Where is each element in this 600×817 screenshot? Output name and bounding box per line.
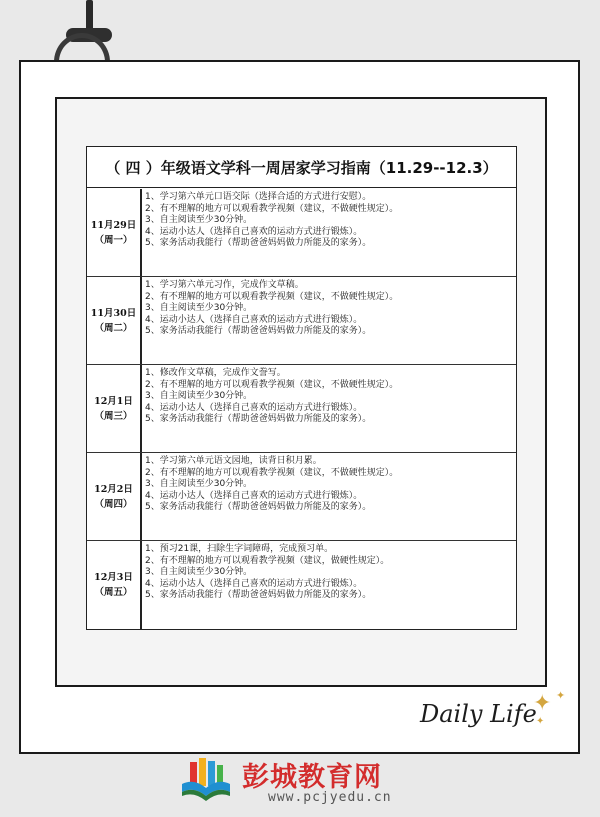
weekday-label: （周一） xyxy=(94,234,133,246)
weekday-label: （周四） xyxy=(94,498,133,510)
list-item: 1、预习21课，扫除生字词障碍，完成预习单。 xyxy=(145,544,334,554)
date-cell xyxy=(87,277,142,364)
list-item: 3、自主阅读至少30分钟。 xyxy=(145,391,253,402)
table-row xyxy=(87,541,516,629)
date-cell xyxy=(87,541,142,629)
task-list xyxy=(142,189,516,276)
list-item: 5、家务活动我能行（帮助爸爸妈妈做力所能及的家务）。 xyxy=(145,414,372,425)
sparkle-icon: ✦ xyxy=(536,716,545,727)
list-item: 2、有不理解的地方可以观看教学视频（建议，不做硬性规定）。 xyxy=(145,291,399,302)
date-cell xyxy=(87,189,142,276)
table-row xyxy=(87,453,516,541)
list-item: 3、自主阅读至少30分钟。 xyxy=(145,215,253,226)
date-label: 12月1日 xyxy=(94,395,133,407)
task-list xyxy=(142,365,516,452)
list-item: 5、家务活动我能行（帮助爸爸妈妈做力所能及的家务）。 xyxy=(145,326,372,337)
list-item: 2、有不理解的地方可以观看教学视频（建议，不做硬性规定）。 xyxy=(145,203,399,214)
date-cell xyxy=(87,365,142,452)
sparkle-icon: ✦ xyxy=(533,691,552,716)
date-label: 12月2日 xyxy=(94,483,133,495)
task-list xyxy=(142,277,516,364)
table-row xyxy=(87,189,516,277)
list-item: 4、运动小达人（选择自己喜欢的运动方式进行锻炼）。 xyxy=(145,402,363,413)
list-item: 5、家务活动我能行（帮助爸爸妈妈做力所能及的家务）。 xyxy=(145,502,372,513)
list-item: 4、运动小达人（选择自己喜欢的运动方式进行锻炼）。 xyxy=(145,490,363,501)
list-item: 4、运动小达人（选择自己喜欢的运动方式进行锻炼）。 xyxy=(145,314,363,325)
list-item: 5、家务活动我能行（帮助爸爸妈妈做力所能及的家务）。 xyxy=(145,238,372,249)
daily-life-caption: Daily Life xyxy=(420,700,537,728)
weekday-label: （周三） xyxy=(94,410,133,422)
date-cell xyxy=(87,453,142,540)
sparkle-icon: ✦ xyxy=(556,689,566,702)
list-item: 2、有不理解的地方可以观看教学视频（建议，不做硬性规定）。 xyxy=(145,379,399,390)
list-item: 2、有不理解的地方可以观看教学视频（建议，做硬性规定）。 xyxy=(145,555,390,566)
list-item: 4、运动小达人（选择自己喜欢的运动方式进行锻炼）。 xyxy=(145,226,363,237)
list-item: 1、学习第六单元语文园地，读背日积月累。 xyxy=(145,456,322,466)
list-item: 1、修改作文草稿，完成作文誊写。 xyxy=(145,368,286,378)
weekday-label: （周二） xyxy=(94,322,133,334)
table-row xyxy=(87,365,516,453)
task-list xyxy=(142,453,516,540)
study-guide-table xyxy=(86,146,517,630)
table-row xyxy=(87,277,516,365)
watermark-url: www.pcjyedu.cn xyxy=(268,790,392,805)
book-icon xyxy=(180,758,232,802)
weekday-label: （周五） xyxy=(94,587,133,598)
list-item: 3、自主阅读至少30分钟。 xyxy=(145,479,253,490)
list-item: 2、有不理解的地方可以观看教学视频（建议，不做硬性规定）。 xyxy=(145,467,399,478)
page-title: （ 四 ）年级语文学科一周居家学习指南（11.29--12.3） xyxy=(87,147,516,188)
list-item: 1、学习第六单元口语交际（选择合适的方式进行安慰）。 xyxy=(145,192,372,202)
list-item: 4、运动小达人（选择自己喜欢的运动方式进行锻炼）。 xyxy=(145,578,363,589)
task-list xyxy=(142,541,516,629)
date-label: 12月3日 xyxy=(94,572,133,583)
watermark-name: 彭城教育网 xyxy=(242,762,382,793)
watermark-logo xyxy=(180,754,420,810)
date-label: 11月30日 xyxy=(90,307,137,319)
date-label: 11月29日 xyxy=(90,219,137,231)
list-item: 5、家务活动我能行（帮助爸爸妈妈做力所能及的家务）。 xyxy=(145,590,372,601)
list-item: 3、自主阅读至少30分钟。 xyxy=(145,567,253,578)
list-item: 1、学习第六单元习作，完成作文草稿。 xyxy=(145,280,304,290)
list-item: 3、自主阅读至少30分钟。 xyxy=(145,303,253,314)
